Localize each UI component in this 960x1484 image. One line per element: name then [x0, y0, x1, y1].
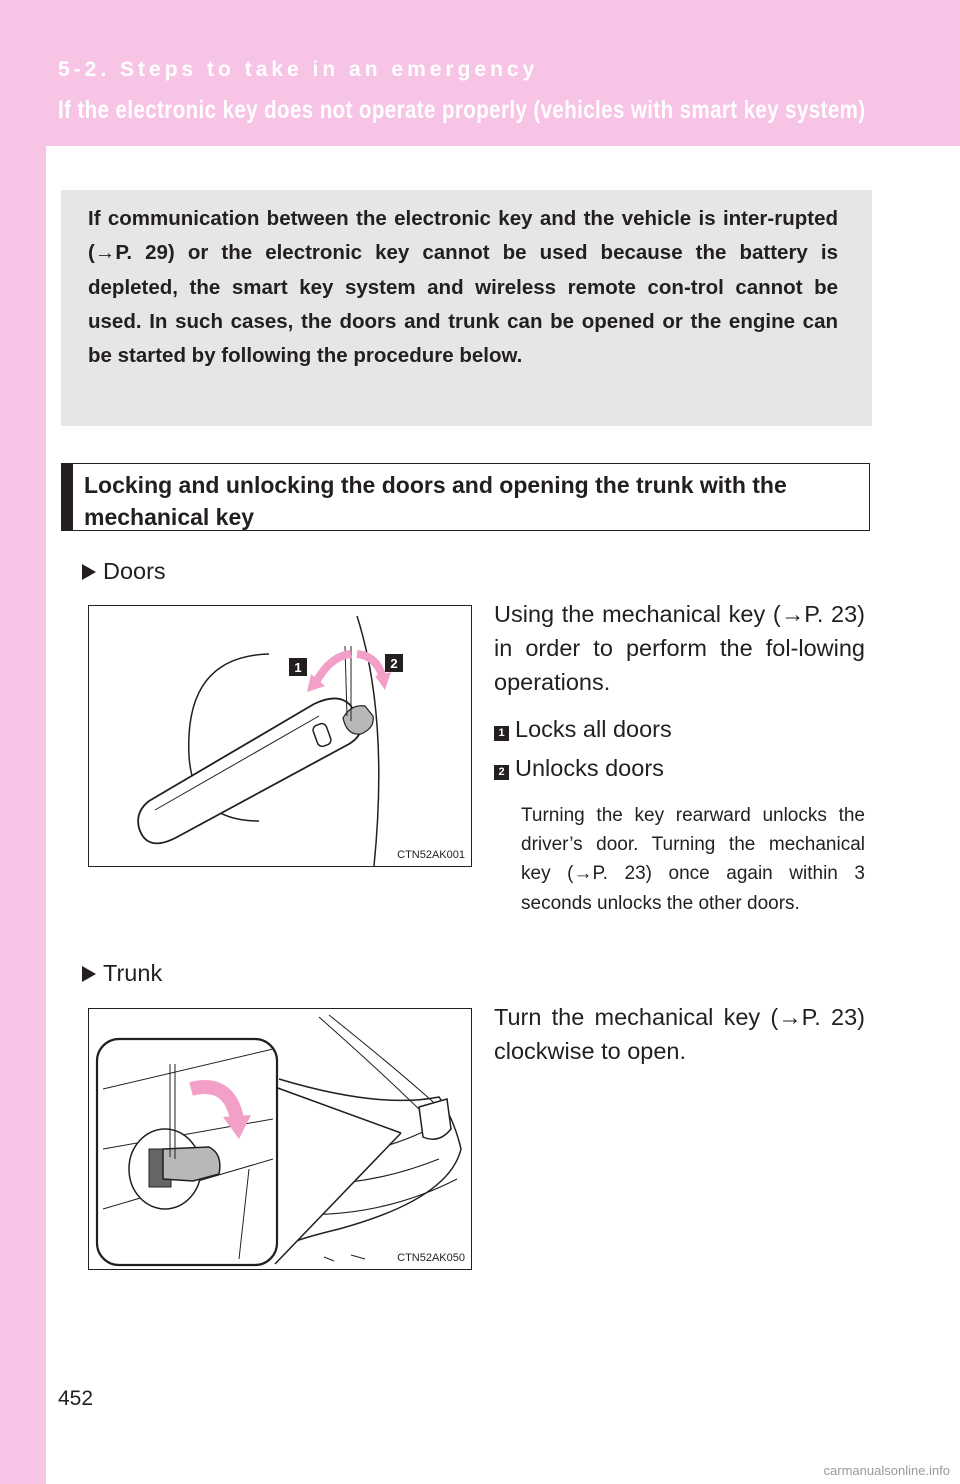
trunk-figure [88, 1008, 472, 1270]
intro-text: If communication between the electronic key and the vehicle is inter-rupted (→P. 29) or the electronic key cannot be used because the battery is depleted, the smart key system and wireless remote con-trol cannot be used. In such cases, the doors and trunk can be opened or the engine can be started by following the procedure below. [88, 207, 838, 368]
doors-item-2-text: Unlocks doors [515, 755, 664, 781]
figure-code: CTN52AK050 [397, 1252, 465, 1264]
svg-text:1: 1 [294, 660, 302, 675]
doors-item-1 [494, 716, 672, 743]
side-strip [0, 0, 46, 1484]
section-label: 5-2. Steps to take in an emergency [58, 58, 539, 81]
doors-item-1-text: Locks all doors [515, 716, 672, 742]
trunk-label: Trunk [103, 960, 163, 986]
doors-note: Turning the key rearward unlocks the driver’s door. Turning the mechanical key (→P. 23) once again within 3 seconds unlocks the other doors. [521, 805, 865, 914]
triangle-bullet-icon [82, 564, 96, 580]
doors-instruction: Using the mechanical key (→P. 23) in order to perform the fol-lowing operations. [494, 601, 865, 695]
svg-text:2: 2 [390, 656, 398, 671]
doors-label: Doors [103, 558, 166, 584]
page-number: 452 [58, 1387, 94, 1410]
door-handle-illustration [89, 606, 472, 867]
figure-code: CTN52AK001 [397, 849, 465, 861]
page-title: If the electronic key does not operate properly (vehicles with smart key system) [58, 96, 866, 124]
num-1-icon: 1 [494, 726, 509, 741]
watermark: carmanualsonline.info [823, 1463, 950, 1478]
triangle-bullet-icon [82, 966, 96, 982]
door-handle-figure [88, 605, 472, 867]
trunk-illustration [89, 1009, 472, 1270]
num-2-icon: 2 [494, 765, 509, 780]
trunk-bullet [82, 960, 162, 987]
sub-heading-text: Locking and unlocking the doors and opening the trunk with the mechanical key [84, 472, 787, 530]
doors-bullet [82, 558, 166, 585]
doors-item-2 [494, 755, 664, 782]
sub-heading-box [61, 463, 870, 531]
trunk-instruction: Turn the mechanical key (→P. 23) clockwise to open. [494, 1004, 865, 1064]
sub-heading-bar [62, 464, 73, 530]
